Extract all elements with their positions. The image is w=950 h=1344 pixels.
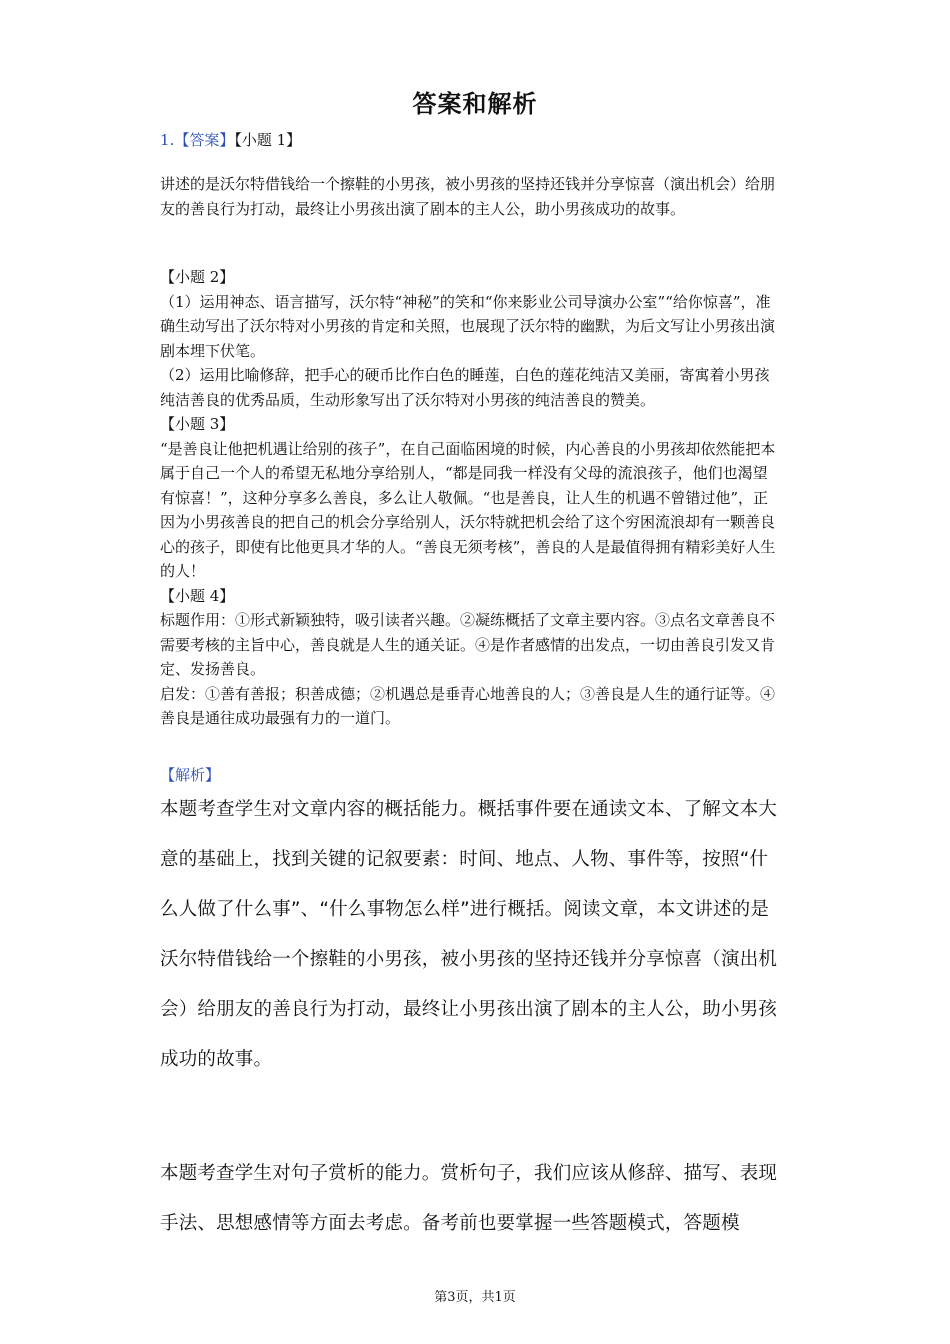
answer-2-part-2: （2）运用比喻修辞，把手心的硬币比作白色的睡莲，白色的莲花纯洁又美丽，寄寓着小男孩纯洁善良的优秀品质，生动形象写出了沃尔特对小男孩的纯洁善良的赞美。 bbox=[160, 366, 770, 409]
analysis-paragraph-1: 本题考查学生对文章内容的概括能力。概括事件要在通读文本、了解文本大意的基础上，找到关键的记叙要素：时间、地点、人物、事件等，按照“什么人做了什么事”、“什么事物怎么样”进行概括。阅读文章，本文讲述的是沃尔特借钱给一个擦鞋的小男孩，被小男孩的坚持还钱并分享惊喜（演出机会）给朋友的善良行为打动，最终让小男孩出演了剧本的主人公，助小男孩成功的故事。 bbox=[160, 799, 778, 1070]
analysis-tag: 【解析】 bbox=[160, 766, 221, 784]
sub-question-1-tag: 【小题 1】 bbox=[234, 131, 302, 149]
page-title: 答案和解析 bbox=[412, 90, 538, 118]
answer-4-part-2: 启发：①善有善报；积善成德；②机遇总是垂青心地善良的人；③善良是人生的通行证等。④善良是通往成功最强有力的一道门。 bbox=[160, 684, 776, 727]
question-1-header bbox=[160, 128, 782, 153]
sub-question-1-answer bbox=[160, 172, 782, 221]
answer-3-text: “是善良让他把机遇让给别的孩子”，在自己面临困境的时候，内心善良的小男孩却依然能把本属于自己一个人的希望无私地分享给别人，“都是同我一样没有父母的流浪孩子，他们也渴望有惊喜！”，这种分享多么善良，多么让人敬佩。“也是善良，让人生的机遇不曾错过他”，正因为小男孩善良的把自己的机会分享给别人，沃尔特就把机会给了这个穷困流浪却有一颗善良心的孩子，即使有比他更具才华的人。“善良无须考核”，善良的人是最值得拥有精彩美好人生的人！ bbox=[160, 439, 776, 580]
answer-tag: 【答案】 bbox=[174, 131, 235, 149]
answer-4-part-1: 标题作用：①形式新颖独特，吸引读者兴趣。②凝练概括了文章主要内容。③点名文章善良不需要考核的主旨中心，善良就是人生的通关证。④是作者感情的出发点，一切由善良引发又肯定、发扬善良。 bbox=[160, 611, 776, 678]
analysis-paragraph-2: 本题考查学生对句子赏析的能力。赏析句子，我们应该从修辞、描写、表现手法、思想感情等方面去考虑。备考前也要掌握一些答题模式，答题模 bbox=[160, 1163, 778, 1234]
question-number: 1. bbox=[160, 131, 175, 149]
answer-2-part-1: （1）运用神态、语言描写，沃尔特“神秘”的笑和“你来影业公司导演办公室”“给你惊喜”，准确生动写出了沃尔特对小男孩的肯定和关照，也展现了沃尔特的幽默，为后文写让小男孩出演剧本埋下伏笔。 bbox=[160, 292, 776, 360]
sub-question-4-tag: 【小题 4】 bbox=[160, 586, 235, 605]
sub-question-2-block bbox=[160, 265, 782, 731]
sub-question-2-tag: 【小题 2】 bbox=[160, 268, 235, 286]
page-footer: 第3页，共1页 bbox=[434, 1290, 516, 1305]
answer-1-text: 讲述的是沃尔特借钱给一个擦鞋的小男孩，被小男孩的坚持还钱并分享惊喜（演出机会）给朋友的善良行为打动，最终让小男孩出演了剧本的主人公，助小男孩成功的故事。 bbox=[160, 175, 776, 218]
sub-question-3-tag: 【小题 3】 bbox=[160, 415, 235, 433]
